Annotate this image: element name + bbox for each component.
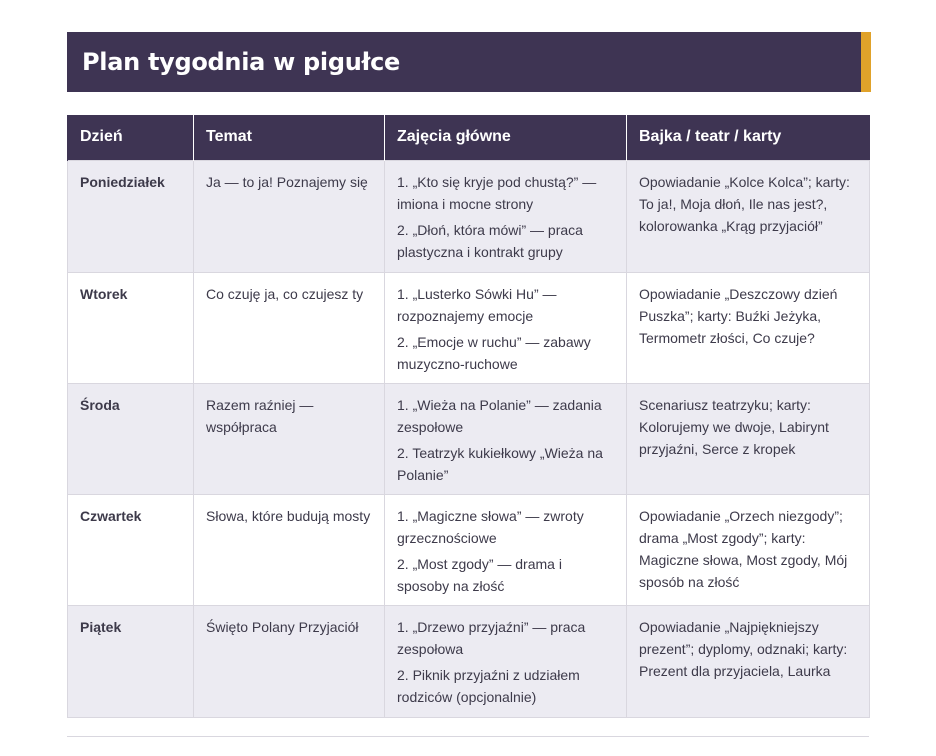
activities-cell [385, 383, 627, 494]
activities-cell [385, 160, 627, 272]
column-header-story: Bajka / teatr / karty [627, 115, 870, 160]
table-row [68, 272, 870, 383]
table-header-row [68, 115, 870, 160]
story-cell: Opowiadanie „Deszczowy dzień Puszka”; karty: Buźki Jeżyka, Termometr złości, Co czuje? [627, 272, 870, 383]
activities-cell [385, 605, 627, 717]
table-row [68, 605, 870, 717]
column-header-activities: Zajęcia główne [385, 115, 627, 160]
page-title: Plan tygodnia w pigułce [82, 48, 400, 76]
title-accent-bar [861, 32, 871, 92]
story-cell: Scenariusz teatrzyku; karty: Kolorujemy we dwoje, Labirynt przyjaźni, Serce z kropek [627, 383, 870, 494]
activity-item: 2. Piknik przyjaźni z udziałem rodziców (opcjonalnie) [397, 666, 580, 705]
title-banner [67, 32, 871, 92]
table-row [68, 494, 870, 605]
topic-cell: Co czuję ja, co czujesz ty [194, 272, 385, 383]
topic-cell: Słowa, które budują mosty [194, 494, 385, 605]
activity-item: 1. „Lusterko Sówki Hu” — rozpoznajemy emocje [397, 285, 557, 324]
topic-cell: Ja — to ja! Poznajemy się [194, 160, 385, 272]
day-cell: Poniedziałek [68, 160, 194, 272]
column-header-day: Dzień [68, 115, 194, 160]
table-row [68, 160, 870, 272]
day-cell: Wtorek [68, 272, 194, 383]
activity-item: 1. „Wieża na Polanie” — zadania zespołowe [397, 396, 602, 435]
footer-divider [67, 736, 869, 737]
activity-item: 2. „Most zgody” — drama i sposoby na złość [397, 555, 562, 594]
topic-cell: Razem raźniej — współpraca [194, 383, 385, 494]
activity-item: 2. „Emocje w ruchu” — zabawy muzyczno-ruchowe [397, 333, 591, 372]
activity-item: 1. „Drzewo przyjaźni” — praca zespołowa [397, 618, 586, 657]
story-cell: Opowiadanie „Najpiękniejszy prezent”; dyplomy, odznaki; karty: Prezent dla przyjaciela, Laurka [627, 605, 870, 717]
activity-item: 2. „Dłoń, która mówi” — praca plastyczna i kontrakt grupy [397, 221, 583, 260]
topic-cell: Święto Polany Przyjaciół [194, 605, 385, 717]
table-row [68, 383, 870, 494]
activity-item: 1. „Magiczne słowa” — zwroty grzecznościowe [397, 507, 584, 546]
day-cell: Czwartek [68, 494, 194, 605]
story-cell: Opowiadanie „Orzech niezgody”; drama „Most zgody”; karty: Magiczne słowa, Most zgody, Mój sposób na złość [627, 494, 870, 605]
activity-item: 2. Teatrzyk kukiełkowy „Wieża na Polanie” [397, 444, 603, 483]
day-cell: Środa [68, 383, 194, 494]
day-cell: Piątek [68, 605, 194, 717]
activity-item: 1. „Kto się kryje pod chustą?” — imiona i mocne strony [397, 173, 597, 212]
activities-cell [385, 494, 627, 605]
column-header-topic: Temat [194, 115, 385, 160]
activities-cell [385, 272, 627, 383]
story-cell: Opowiadanie „Kolce Kolca”; karty: To ja!, Moja dłoń, Ile nas jest?, kolorowanka „Krąg przyjaciół” [627, 160, 870, 272]
weekly-plan-table [67, 115, 870, 718]
